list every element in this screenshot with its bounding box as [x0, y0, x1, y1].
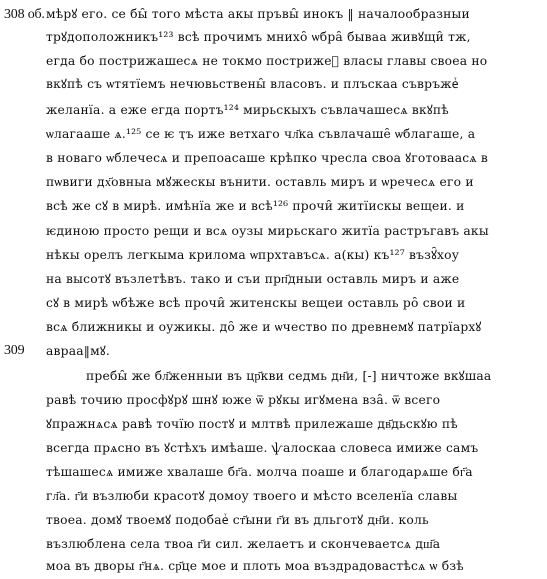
text-line: възлюблена села твоа г҃и сил. желаетъ и скончеваетсѧ дш҃а [46, 537, 441, 551]
text-line: на высотꙋ възлетѣвъ. тако и съи прп҃дныи оставль миръ и аже [46, 272, 460, 286]
text-line: всѣ же сꙋ в мирѣ. имѣнїа же и всѣ¹²⁶ прочи̑ житїискы вещеи. и [46, 199, 465, 213]
text-line: трꙋдоположникъ¹²³ всѣ прочимъ мнихо̑ ѡбра̑ бываа живꙋщи̑ тж, [46, 30, 471, 44]
text-line: ꙋпражнѧсѧ равѣ точїю постꙋ и млтвѣ прилежаше дв҃дьскꙋю пѣ [46, 417, 458, 431]
folio-reference-308ob: 308 об. [4, 7, 45, 22]
folio-reference-309: 309 [4, 343, 25, 358]
text-line: моа въ дворы г҃нѧ. ср҃це мое и плоть моа въздрадовастѣсѧ ѡ бзѣ [46, 559, 464, 573]
text-line: вкꙋпѣ съ ѡтятїемъ нечювьствены̑ власовъ. и плъскаа съвръжеⷮ [46, 77, 459, 91]
text-line: пѡвиги дх҃овныа мꙋжескы вънити. оставль миръ и ѡречесѧ его и [46, 175, 474, 189]
text-line: гл҃а. г҃и възлюби красотꙋ домоу твоего и мѣсто вселенїа славы [46, 489, 458, 503]
text-line: егда бо пострижашесѧ не токмо пострижеⷮ власы главы своеа но [46, 54, 488, 68]
text-line: тѣшашесѧ имиже хвалаше бг҃а. молча поаше и благодарѧше бг҃а [46, 465, 473, 479]
text-line: авраа‖мꙋ. [46, 344, 110, 358]
text-line: пребы̑ же бл҃женныи въ цр҃кви седмь дн҃и, [-] ничтоже вкꙋшаа [86, 369, 492, 383]
text-line: мѣрꙋ его. се бы̑ того мѣста акы пръвы̑ инокъ ‖ началообразныи [46, 7, 470, 21]
text-line: ѡлагааше ѧ.¹²⁵ се ѥ ҭъ иже ветхаго чл҃ка съвлачаше̑ ѡблагаше, а [46, 127, 476, 141]
text-line: желанїа. а еже егда портъ¹²⁴ мирьскыхъ съвлачашесѧ вкꙋпѣ [46, 103, 449, 117]
text-line: всегда прѧсно въ ꙋстѣхъ имѣаше. ѱалоскаа словеса имиже самъ [46, 441, 479, 455]
text-line: нѣкы орелъ легкыма крилома ѡпрхтавъсѧ. а(кы) къ¹²⁷ възꙋ̑хоу [46, 248, 460, 262]
text-line: ѥдиною просто рещи и всѧ оузы мирьскаго житїа растръгавъ акы [46, 224, 489, 238]
text-line: сꙋ в мирѣ ѡбѣже всѣ прочи̑ житенскы вещеи оставль ро̑ свои и [46, 296, 466, 310]
text-line: твоеа. домꙋ твоемꙋ подобаеⷮ ст҃ыни г҃и въ дльготꙋ дн҃и. коль [46, 513, 429, 527]
text-line: равѣ точию просфꙋрꙋ шнꙋ юже ѿ рꙋкы игꙋмена вза̑. ѿ всего [46, 393, 441, 407]
text-line: в новаго ѡблечесѧ и препоасаше крѣпко чресла своа ꙋготоваасѧ в [46, 151, 489, 165]
text-line: всѧ ближникы и оужикы. до̑ же и ѡчество по древнемꙋ патрїархꙋ [46, 320, 482, 334]
